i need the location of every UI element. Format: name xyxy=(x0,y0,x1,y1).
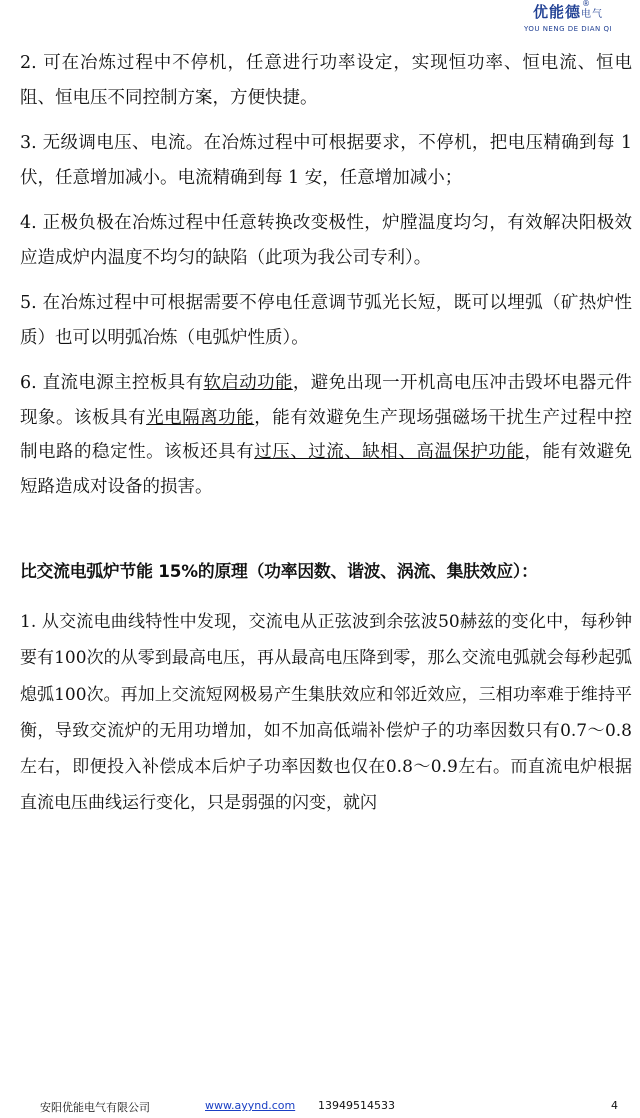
logo-subtitle: YOU NENG DE DIAN QI xyxy=(523,25,613,33)
feature-item-5: 5. 在冶炼过程中可根据需要不停电任意调节弧光长短，既可以埋弧（矿热炉性质）也可以明弧冶炼（电弧炉性质）。 xyxy=(20,293,632,348)
feature-item-4: 4. 正极负极在冶炼过程中任意转换改变极性，炉膛温度均匀，有效解决阳极效应造成炉内温度不均匀的缺陷（此项为我公司专利）。 xyxy=(20,213,632,268)
section-paragraph: 1. 从交流电曲线特性中发现，交流电从正弦波到余弦波50赫兹的变化中，每秒钟要有100次的从零到最高电压，再从最高电压降到零，那么交流电弧就会每秒起弧熄弧100次。再加上交流短网极易产生集肤效应和邻近效应，三相功率难于维持平衡，导致交流炉的无用功增加，如不加高低端补偿炉子的功率因数只有0.7～0.8左右，即便投入补偿成本后炉子功率因数也仅在0.8～0.9左右。而直流电炉根据直流电压曲线运行变化，只是弱强的闪变，就闪 xyxy=(20,612,632,814)
soft-start-feature: 软启动功能 xyxy=(203,373,293,393)
page-footer xyxy=(0,1099,640,1115)
footer-phone: 13949514533 xyxy=(318,1099,395,1112)
protection-features: 过压、过流、缺相、高温保护功能 xyxy=(254,442,525,462)
document-body xyxy=(20,46,632,822)
footer-company: 安阳优能电气有限公司 xyxy=(40,1101,150,1114)
section-heading: 比交流电弧炉节能 15%的原理（功率因数、谐波、涡流、集肤效应）： xyxy=(20,561,538,581)
logo-name: 优能德电气 xyxy=(532,3,603,21)
company-logo xyxy=(508,2,628,36)
page-number: 4 xyxy=(611,1099,618,1112)
footer-url-link[interactable]: www.ayynd.com xyxy=(205,1099,296,1112)
feature-item-3: 3. 无级调电压、电流。在冶炼过程中可根据要求，不停机，把电压精确到每 1 伏，任意增加减小。电流精确到每 1 安，任意增加减小； xyxy=(20,133,632,188)
feature-item-6: 6. 直流电源主控板具有软启动功能，避免出现一开机高电压冲击毁坏电器元件现象。该板具有光电隔离功能，能有效避免生产现场强磁场干扰生产过程中控制电路的稳定性。该板还具有过压、过流、缺相、高温保护功能，能有效避免短路造成对设备的损害。 xyxy=(20,373,633,497)
feature-item-2: 2. 可在冶炼过程中不停机，任意进行功率设定，实现恒功率、恒电流、恒电阻、恒电压不同控制方案，方便快捷。 xyxy=(20,53,632,108)
optical-isolation-feature: 光电隔离功能 xyxy=(146,407,255,428)
registered-mark: ® xyxy=(582,0,590,8)
